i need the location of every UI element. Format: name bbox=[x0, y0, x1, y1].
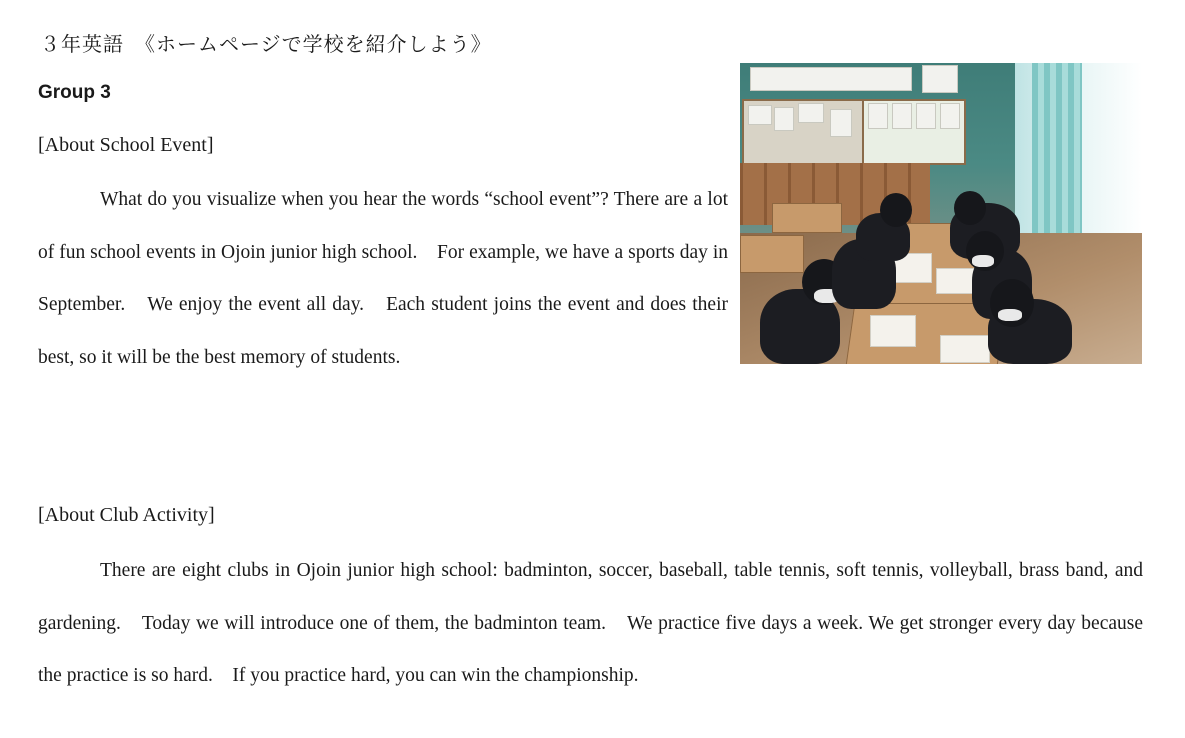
page-title: ３年英語 《ホームページで学校を紹介しよう》 bbox=[40, 34, 492, 56]
section-body-school-event: What do you visualize when you hear the words “school event”? There are a lot of fun school events in Ojoin junior high school. For example, we have a sports day in September. We enjoy the event all day. Each student joins the event and does their best, so it will be the best memory of students. bbox=[38, 189, 728, 368]
group-title: Group 3 bbox=[38, 82, 111, 103]
section-heading-club-activity: [About Club Activity] bbox=[38, 504, 215, 526]
section-heading-school-event: [About School Event] bbox=[38, 134, 214, 156]
section-body-club-activity: There are eight clubs in Ojoin junior high school: badminton, soccer, baseball, table tennis, soft tennis, volleyball, brass band, and gardening. Today we will introduce one of them, the badminton team. We practice five days a week. We get stronger every day because the practice is so hard. If you practice hard, you can win the championship. bbox=[38, 560, 1143, 686]
classroom-photo bbox=[740, 63, 1142, 364]
